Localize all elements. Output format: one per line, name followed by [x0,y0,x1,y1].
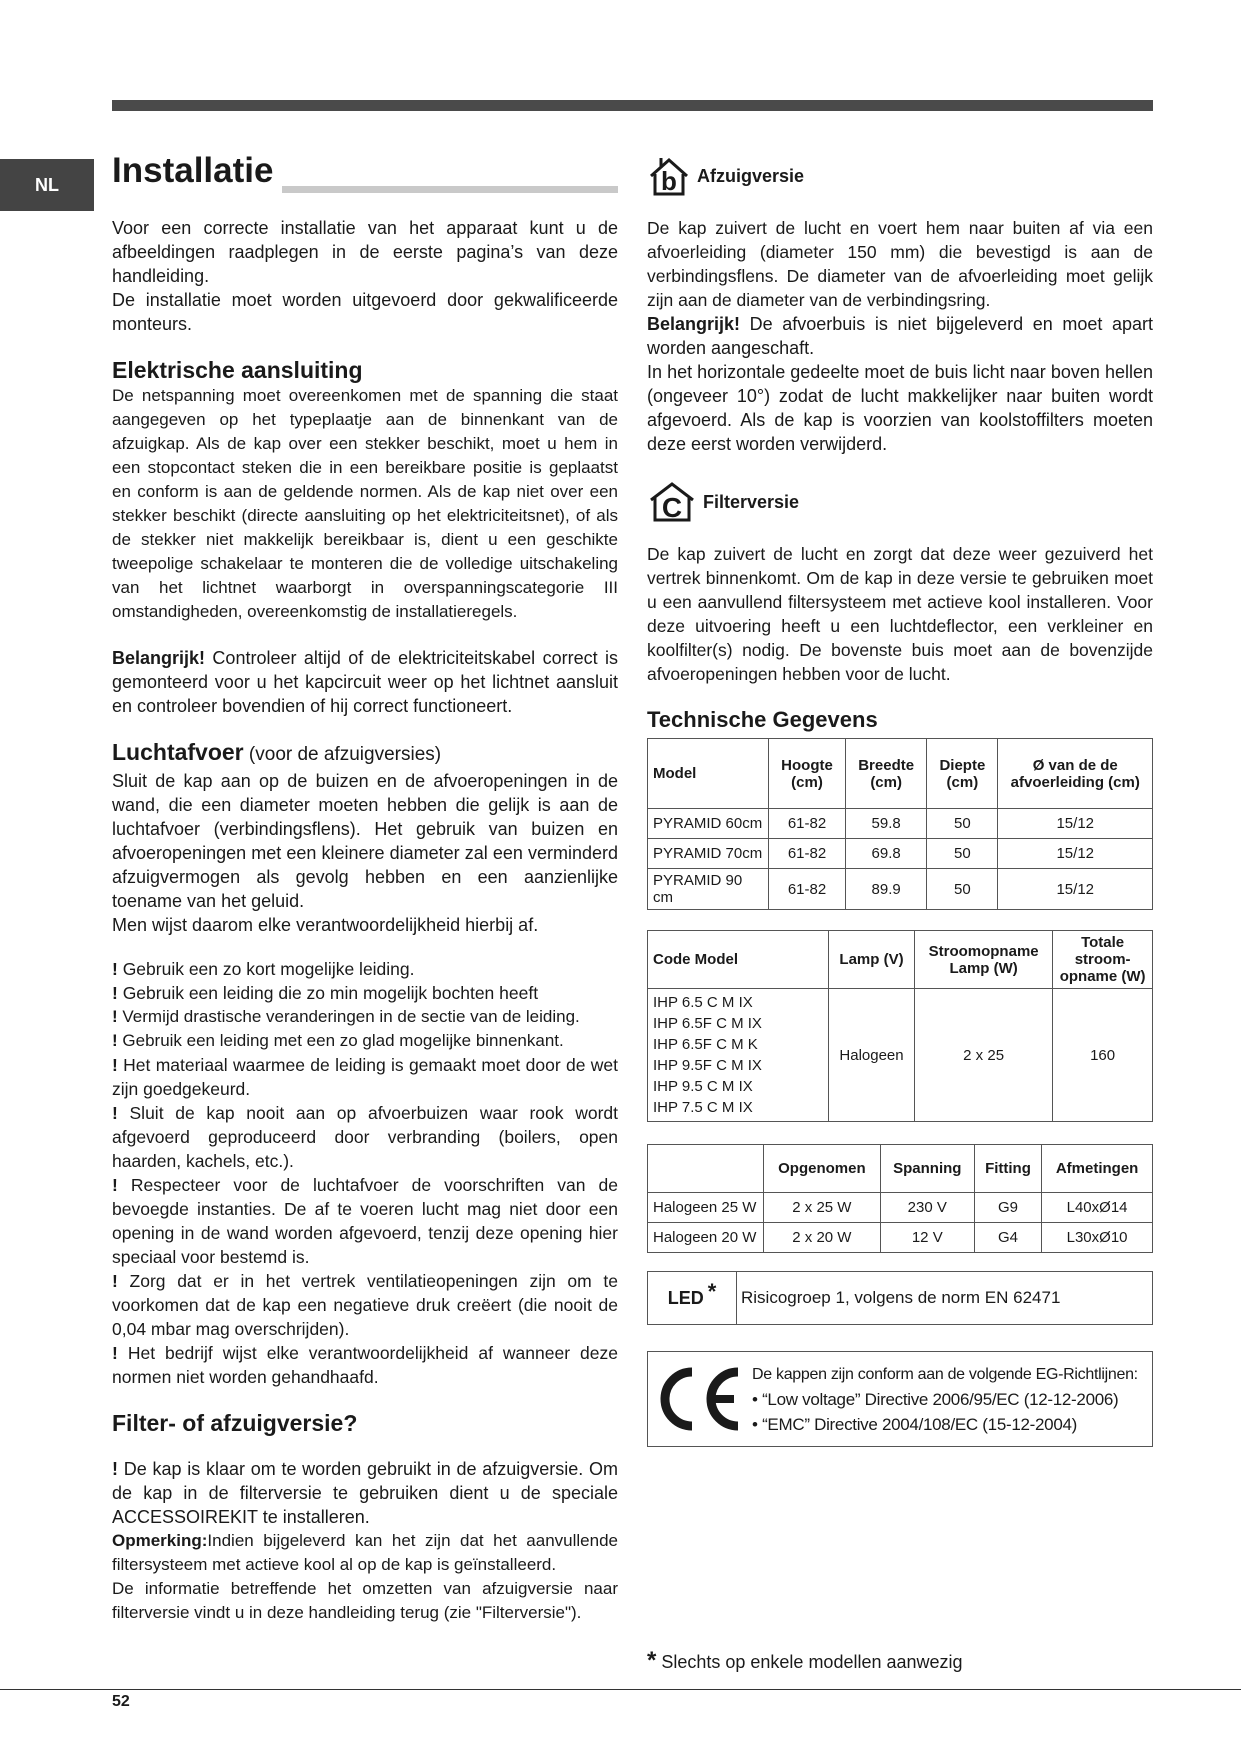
filter-of-heading: Filter- of afzuigversie? [112,1410,358,1436]
important-text: Controleer altijd of de elektriciteitskabel correct is gemonteerd voor u het kapcircuit weer op het lichtnet aansluit en controleer bovendien of hij correct functioneert. [112,648,618,716]
language-tab: NL [0,159,94,211]
filter-heading [647,478,1153,526]
filter-body: De kap zuivert de lucht en zorgt dat deze weer gezuiverd het vertrek binnenkomt. Om de kap in deze versie te gebruiken moet u een aanvullend filtersysteem met actieve kool installeren. Voor deze uitvoering heeft u een luchtdeflector, een verkleiner en koolfilter(s) nodig. De bovenste buis moet aan de bovenzijde afvoeropeningen hebben voor de lucht. [647,544,1153,684]
lucht-heading [112,738,618,769]
list-item: ! Gebruik een leiding met een zo glad mogelijke binnenkant. [112,1031,564,1050]
asterisk-icon: * [707,1279,717,1304]
ce-box [647,1351,1153,1447]
svg-text:C: C [661,492,683,523]
afzuig-important: Belangrijk! De afvoerbuis is niet bijgeleverd en moet apart worden aangeschaft. [647,314,1153,358]
footnote: * Slechts op enkele modellen aanwezig [647,1647,963,1674]
table-row: Halogeen 20 W 2 x 20 W 12 V G4 L30xØ10 [648,1223,1153,1253]
list-item: ! Zorg dat er in het vertrek ventilatieopeningen zijn om te voorkomen dat de kap een negatieve druk creëert (die nooit de 0,04 mbar mag overschrijden). [112,1271,618,1339]
list-item: ! Het materiaal waarmee de leiding is gemaakt moet door de wet zijn goedgekeurd. [112,1055,618,1099]
title-rule [282,186,618,193]
list-item: ! Respecteer voor de luchtafvoer de voorschriften van de bevoegde instanties. De af te voeren lucht mag niet door een opening in de wand worden afgevoerd, tenzij deze opening hier speciaal voor bestemd is. [112,1175,618,1267]
lucht-body-2: Men wijst daarom elke verantwoordelijkheid hierbij af. [112,915,539,935]
important-label: Belangrijk! [112,648,206,668]
table-header: Totale stroom-opname (W) [1053,931,1153,989]
list-item: ! Sluit de kap nooit aan op afvoerbuizen waar rook wordt afgevoerd geproduceerd door verbranding (boilers, open haarden, kachels, etc.). [112,1103,618,1171]
table-dimensions [647,738,1153,910]
table-header: Code Model [648,931,829,989]
asterisk-icon: * [647,1647,657,1674]
intro-paragraph-2: De installatie moet worden uitgevoerd door gekwalificeerde monteurs. [112,290,618,334]
house-filter-icon [647,480,697,524]
table-header: Afmetingen [1042,1145,1153,1193]
ce-line-2: • “Low voltage” Directive 2006/95/EC (12-12-2006) [752,1390,1119,1409]
table-row: Halogeen 25 W 2 x 25 W 230 V G9 L40xØ14 [648,1193,1153,1223]
svg-text:b: b [661,166,677,196]
top-bar [112,100,1153,111]
right-column [647,150,1153,1447]
led-box [647,1271,1153,1325]
table-row: PYRAMID 60cm 61-82 59.8 50 15/12 [648,809,1153,839]
left-column [112,150,618,1625]
list-item: ! Vermijd drastische veranderingen in de sectie van de leiding. [112,1007,580,1026]
table-header: Model [648,739,769,809]
table-header: Spanning [880,1145,974,1193]
ce-mark-icon [654,1364,744,1434]
led-label: LED * [648,1272,737,1324]
table-header [648,1145,764,1193]
list-item: ! Gebruik een zo kort mogelijke leiding. [112,959,415,979]
table-header: Hoogte (cm) [769,739,846,809]
list-item: ! Het bedrijf wijst elke verantwoordelijkheid af wanneer deze normen niet worden gehandhaafd. [112,1343,618,1387]
table-lamps [647,930,1153,1122]
tech-heading: Technische Gegevens [647,707,878,732]
elektrisch-body: De netspanning moet overeenkomen met de spanning die staat aangegeven op het typeplaatje aan de binnenkant van de afzuigkap. Als de kap over een stekker beschikt, moet u hem in een stopcontact steken die in een bereikbare positie is geplaatst en conform is aan de geldende normen. Als de kap niet over een stekker beschikt (directe aansluiting op het elektriciteitsnet), of als de stekker niet makkelijk bereikbaar is, dient u een geschikte tweepolige schakelaar te monteren die de volledige uitschakeling van het lichtnet waarborgt in overspanningscategorie III omstandigheden, overeenkomstig de installatieregels. [112,386,618,621]
filter-of-note: Opmerking:Indien bijgeleverd kan het zijn dat het aanvullende filtersysteem met actieve kool al op de kap is geïnstalleerd. [112,1531,618,1574]
afzuig-label: Afzuigversie [697,165,805,186]
afzuig-body-1: De kap zuivert de lucht en voert hem naar buiten af via een afvoerleiding (diameter 150 mm) die bevestigd is aan de verbindingsflens. De diameter van de afvoerleiding moet gelijk zijn aan de diameter van de verbindingsring. [647,218,1153,310]
filter-of-line3: De informatie betreffende het omzetten van afzuigversie naar filterversie vindt u in deze handleiding terug (zie "Filterversie"). [112,1579,618,1622]
table-header: Diepte (cm) [927,739,998,809]
table-row: PYRAMID 70cm 61-82 69.8 50 15/12 [648,839,1153,869]
page-number: 52 [112,1693,130,1710]
afzuig-body-2: In het horizontale gedeelte moet de buis licht naar boven hellen (ongeveer 10°) zodat de lucht makkelijker naar buiten wordt afgevoerd. Als de kap is voorzien van koolstoffilters moeten deze eerst worden verwijderd. [647,362,1153,454]
ce-line-1: De kappen zijn conform aan de volgende EG-Richtlijnen: [752,1366,1138,1383]
table-header: Breedte (cm) [846,739,927,809]
lucht-heading-sub: (voor de afzuigversies) [243,744,442,765]
table-header: Ø van de de afvoerleiding (cm) [998,739,1153,809]
table-header: Lamp (V) [829,931,915,989]
filter-label: Filterversie [703,491,800,512]
page-title: Installatie [112,151,274,190]
elektrisch-heading: Elektrische aansluiting [112,357,363,383]
table-header: Opgenomen [764,1145,881,1193]
afzuig-heading [647,150,1153,202]
list-item: ! Gebruik een leiding die zo min mogelijk bochten heeft [112,983,539,1003]
table-header: Stroomopname Lamp (W) [915,931,1053,989]
intro-paragraph-1: Voor een correcte installatie van het apparaat kunt u de afbeeldingen raadplegen in de eerste pagina’s van deze handleiding. [112,218,618,286]
lucht-heading-main: Luchtafvoer [112,739,244,765]
filter-of-line1: ! De kap is klaar om te worden gebruikt in de afzuigversie. Om de kap in de filterversie te gebruiken dient u de speciale ACCESSOIREKIT te installeren. [112,1459,618,1527]
bottom-rule [0,1689,1241,1690]
table-bulbs [647,1144,1153,1253]
house-exhaust-icon [647,154,691,198]
table-row: PYRAMID 90 cm 61-82 89.9 50 15/12 [648,869,1153,910]
table-header: Fitting [974,1145,1041,1193]
lucht-body-1: Sluit de kap aan op de buizen en de afvoeropeningen in de wand, die een diameter moeten hebben die gelijk is aan de luchtafvoer (verbindingsflens). Het gebruik van buizen en afvoeropeningen met een kleinere diameter zal een verminderd afzuigvermogen als gevolg hebben en een aanzienlijke toename van het geluid. [112,771,618,911]
led-text: Risicogroep 1, volgens de norm EN 62471 [741,1288,1061,1307]
lucht-bullet-list [112,957,618,1389]
table-row: IHP 6.5 C M IX IHP 6.5F C M IX IHP 6.5F C M K IHP 9.5F C M IX IHP 9.5 C M IX IHP 7.5 C M IX Halogeen 2 x 25 160 [648,989,1153,1122]
ce-line-3: • “EMC” Directive 2004/108/EC (15-12-2004) [752,1415,1077,1434]
elektrisch-important [112,646,618,718]
